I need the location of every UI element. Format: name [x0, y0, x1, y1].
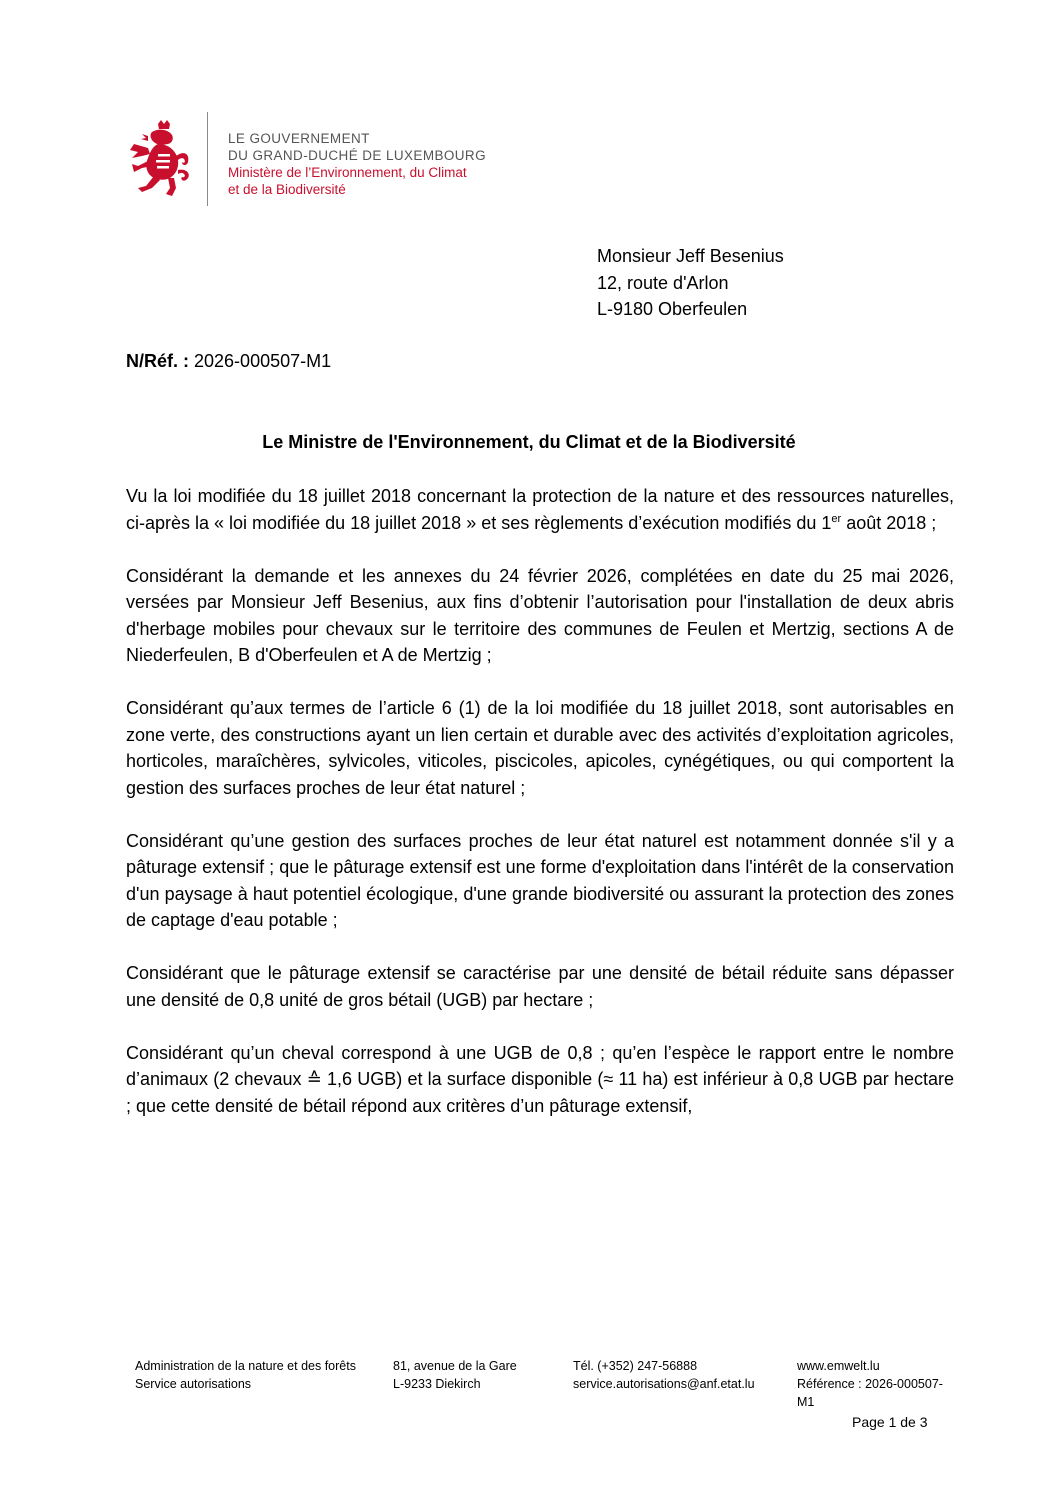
paragraph-5: Considérant que le pâturage extensif se caractérise par une densité de bétail réduite sans dépasser une densité de 0,8 unité de gros bétail (UGB) par hectare ;	[126, 963, 954, 1010]
paragraph-4: Considérant qu’une gestion des surfaces proches de leur état naturel est notamment donnée s'il y a pâturage extensif ; que le pâturage extensif est une forme d'exploitation dans l'intérêt de la conservation d'un paysage à haut potentiel écologique, d'une grande biodiversité ou assurant la protection des zones de captage d'eau potable ;	[126, 830, 954, 930]
recipient-city: L-9180 Oberfeulen	[597, 299, 748, 319]
footer-administration-name: Administration de la nature et des forêts	[135, 1359, 356, 1373]
reference-line	[126, 351, 331, 372]
footer-contact	[573, 1357, 755, 1393]
luxembourg-lion-logo	[128, 120, 194, 198]
header-ministry-line-1: Ministère de l’Environnement, du Climat	[228, 165, 467, 180]
footer-city: L-9233 Diekirch	[393, 1377, 481, 1391]
footer-street: 81, avenue de la Gare	[393, 1359, 517, 1373]
header-line-2: DU GRAND-DUCHÉ DE LUXEMBOURG	[228, 148, 486, 163]
footer-web	[797, 1357, 957, 1411]
recipient-street: 12, route d'Arlon	[597, 272, 729, 293]
government-header	[228, 130, 486, 198]
paragraph-1-text: Vu la loi modifiée du 18 juillet 2018 concernant la protection de la nature et des ressources naturelles, ci-après la « loi modifiée du 18 juillet 2018 » et ses règlements d’exécution modifiés du 1	[126, 486, 954, 533]
header-divider	[207, 112, 208, 206]
paragraph-6: Considérant qu’un cheval correspond à une UGB de 0,8 ; qu’en l’espèce le rapport entre le nombre d’animaux (2 chevaux ≙ 1,6 UGB) et la surface disponible (≈ 11 ha) est inférieur à 0,8 UGB par hectare ; que cette densité de bétail répond aux critères d’un pâturage extensif,	[126, 1042, 954, 1116]
document-body	[126, 483, 954, 1146]
page-number: Page 1 de 3	[852, 1414, 928, 1430]
paragraph-2: Considérant la demande et les annexes du 24 février 2026, complétées en date du 25 mai 2026, versées par Monsieur Jeff Besenius, aux fins d’obtenir l’autorisation pour l'installation de deux abris d'herbage mobiles pour chevaux sur le territoire des communes de Feulen et Mertzig, sections A de Niederfeulen, B d'Oberfeulen et A de Mertzig ;	[126, 565, 954, 665]
footer-email: service.autorisations@anf.etat.lu	[573, 1377, 755, 1391]
footer-service-name: Service autorisations	[135, 1377, 252, 1391]
paragraph-1	[126, 483, 954, 536]
document-title: Le Ministre de l'Environnement, du Climat et de la Biodiversité	[262, 432, 796, 452]
paragraph-1-text-end: août 2018 ;	[841, 512, 937, 533]
header-ministry-line-2: et de la Biodiversité	[228, 182, 346, 197]
paragraph-1-superscript: er	[831, 512, 842, 525]
footer-phone: Tél. (+352) 247-56888	[573, 1359, 698, 1373]
footer-website: www.emwelt.lu	[797, 1359, 880, 1373]
reference-value: 2026-000507-M1	[194, 351, 332, 371]
paragraph-3: Considérant qu’aux termes de l’article 6 (1) de la loi modifiée du 18 juillet 2018, sont autorisables en zone verte, des constructions ayant un lien certain et durable avec des activités d’exploitation agricoles, horticoles, maraîchères, sylvicoles, viticoles, piscicoles, apicoles, cynégétiques, ou qui comportent la gestion des surfaces proches de leur état naturel ;	[126, 698, 954, 798]
recipient-address	[597, 243, 784, 323]
footer-postal-address	[393, 1357, 517, 1393]
footer-administration	[135, 1357, 356, 1393]
header-line-1: LE GOUVERNEMENT	[228, 131, 370, 146]
recipient-name: Monsieur Jeff Besenius	[597, 246, 784, 266]
reference-label: N/Réf. :	[126, 351, 189, 371]
footer-reference: Référence : 2026-000507-M1	[797, 1377, 943, 1409]
